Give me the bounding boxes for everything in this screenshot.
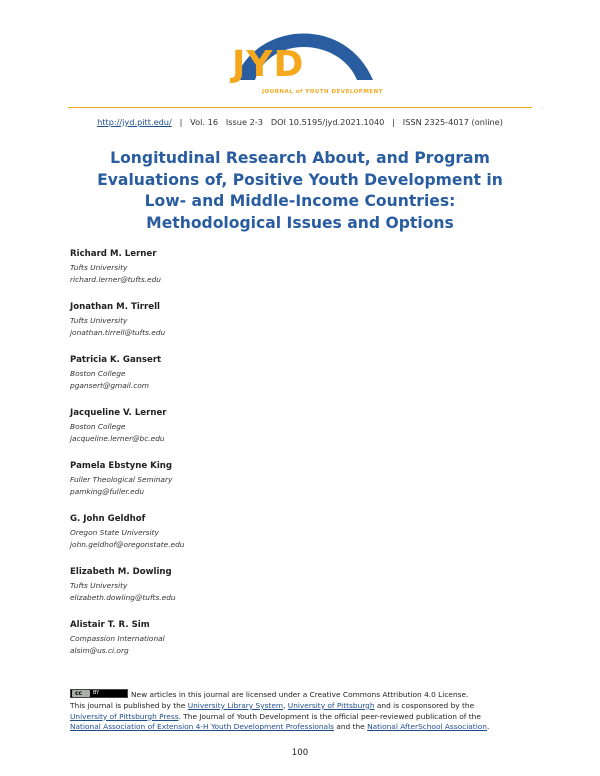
author-affiliation: Tufts University [70, 316, 128, 325]
logo-mark: JYD [232, 44, 305, 85]
license-row [70, 712, 540, 723]
issue: Issue 2-3 [225, 117, 263, 127]
author-name: Jonathan M. Tirrell [70, 302, 160, 312]
author-affiliation: Boston College [70, 369, 126, 378]
volume: Vol. 16 [190, 117, 219, 127]
license-text: and is cosponsored by the [374, 700, 475, 710]
cc-label: cc [75, 690, 83, 697]
author-block [70, 249, 530, 302]
author-affiliation: Tufts University [70, 581, 128, 590]
logo-subtitle: JOURNAL of YOUTH DEVELOPMENT [262, 89, 383, 95]
license-text: and the [334, 722, 368, 732]
nae4ha-link[interactable]: National Association of Extension 4-H Youth Development Professionals [70, 722, 334, 732]
uls-link[interactable]: University Library System [187, 700, 284, 710]
author-name: Pamela Ebstyne King [70, 461, 173, 471]
header-rule [68, 107, 532, 108]
author-name: Alistair T. R. Sim [70, 620, 150, 630]
author-block [70, 408, 530, 461]
separator: | [392, 117, 395, 127]
author-affiliation: Tufts University [70, 263, 128, 272]
journal-info-line [68, 117, 532, 127]
title-line: Methodological Issues and Options [146, 213, 454, 232]
author-block [70, 620, 530, 673]
license-text: . The Journal of Youth Development is the official peer-reviewed publication of the [178, 711, 481, 721]
title-line: Longitudinal Research About, and Program [110, 149, 490, 167]
author-email[interactable]: pgansert@gmail.com [70, 381, 149, 390]
author-email[interactable]: jonathan.tirrell@tufts.edu [70, 328, 166, 337]
author-name: Patricia K. Gansert [70, 355, 162, 365]
license-row [70, 722, 540, 733]
doi: DOI 10.5195/jyd.2021.1040 [270, 117, 385, 127]
license-row [70, 689, 540, 701]
author-block [70, 461, 530, 514]
article-title [80, 148, 520, 234]
naa-link[interactable]: National AfterSchool Association [367, 722, 487, 732]
author-email[interactable]: jacqueline.lerner@bc.edu [70, 434, 165, 443]
title-line: Evaluations of, Positive Youth Development in [97, 170, 503, 189]
license-text: New articles in this journal are licensed under a Creative Commons Attribution 4.0 License. [131, 690, 469, 699]
author-block [70, 514, 530, 567]
author-email[interactable]: pamking@fuller.edu [70, 487, 145, 496]
separator: | [179, 117, 183, 127]
author-name: Richard M. Lerner [70, 249, 157, 259]
author-email[interactable]: john.geldhof@oregonstate.edu [70, 540, 185, 549]
author-affiliation: Compassion International [70, 634, 165, 643]
pitt-link[interactable]: University of Pittsburgh [287, 700, 375, 710]
title-line: Low- and Middle-Income Countries: [144, 192, 456, 210]
license-row [70, 701, 540, 712]
pitt-press-link[interactable]: University of Pittsburgh Press [70, 711, 179, 721]
issn: ISSN 2325-4017 (online) [402, 117, 503, 127]
author-block [70, 302, 530, 355]
license-text: This journal is published by the [70, 700, 188, 710]
cc-by-badge-icon[interactable] [70, 689, 128, 698]
author-affiliation: Boston College [70, 422, 126, 431]
by-label: BY [93, 690, 100, 696]
license-block [70, 689, 540, 733]
author-name: Jacqueline V. Lerner [70, 408, 167, 418]
page-number: 100 [291, 748, 309, 758]
author-affiliation: Fuller Theological Seminary [70, 475, 173, 484]
license-text: . [486, 722, 490, 732]
author-name: Elizabeth M. Dowling [70, 567, 172, 577]
author-email[interactable]: richard.lerner@tufts.edu [70, 275, 161, 284]
author-list [70, 249, 530, 673]
author-affiliation: Oregon State University [70, 528, 159, 537]
author-block [70, 567, 530, 620]
journal-url-link[interactable]: http://jyd.pitt.edu/ [97, 117, 172, 127]
license-text: , [283, 700, 288, 710]
author-block [70, 355, 530, 408]
author-name: G. John Geldhof [70, 514, 146, 524]
author-email[interactable]: alsim@us.ci.org [70, 646, 129, 655]
author-email[interactable]: elizabeth.dowling@tufts.edu [70, 593, 176, 602]
